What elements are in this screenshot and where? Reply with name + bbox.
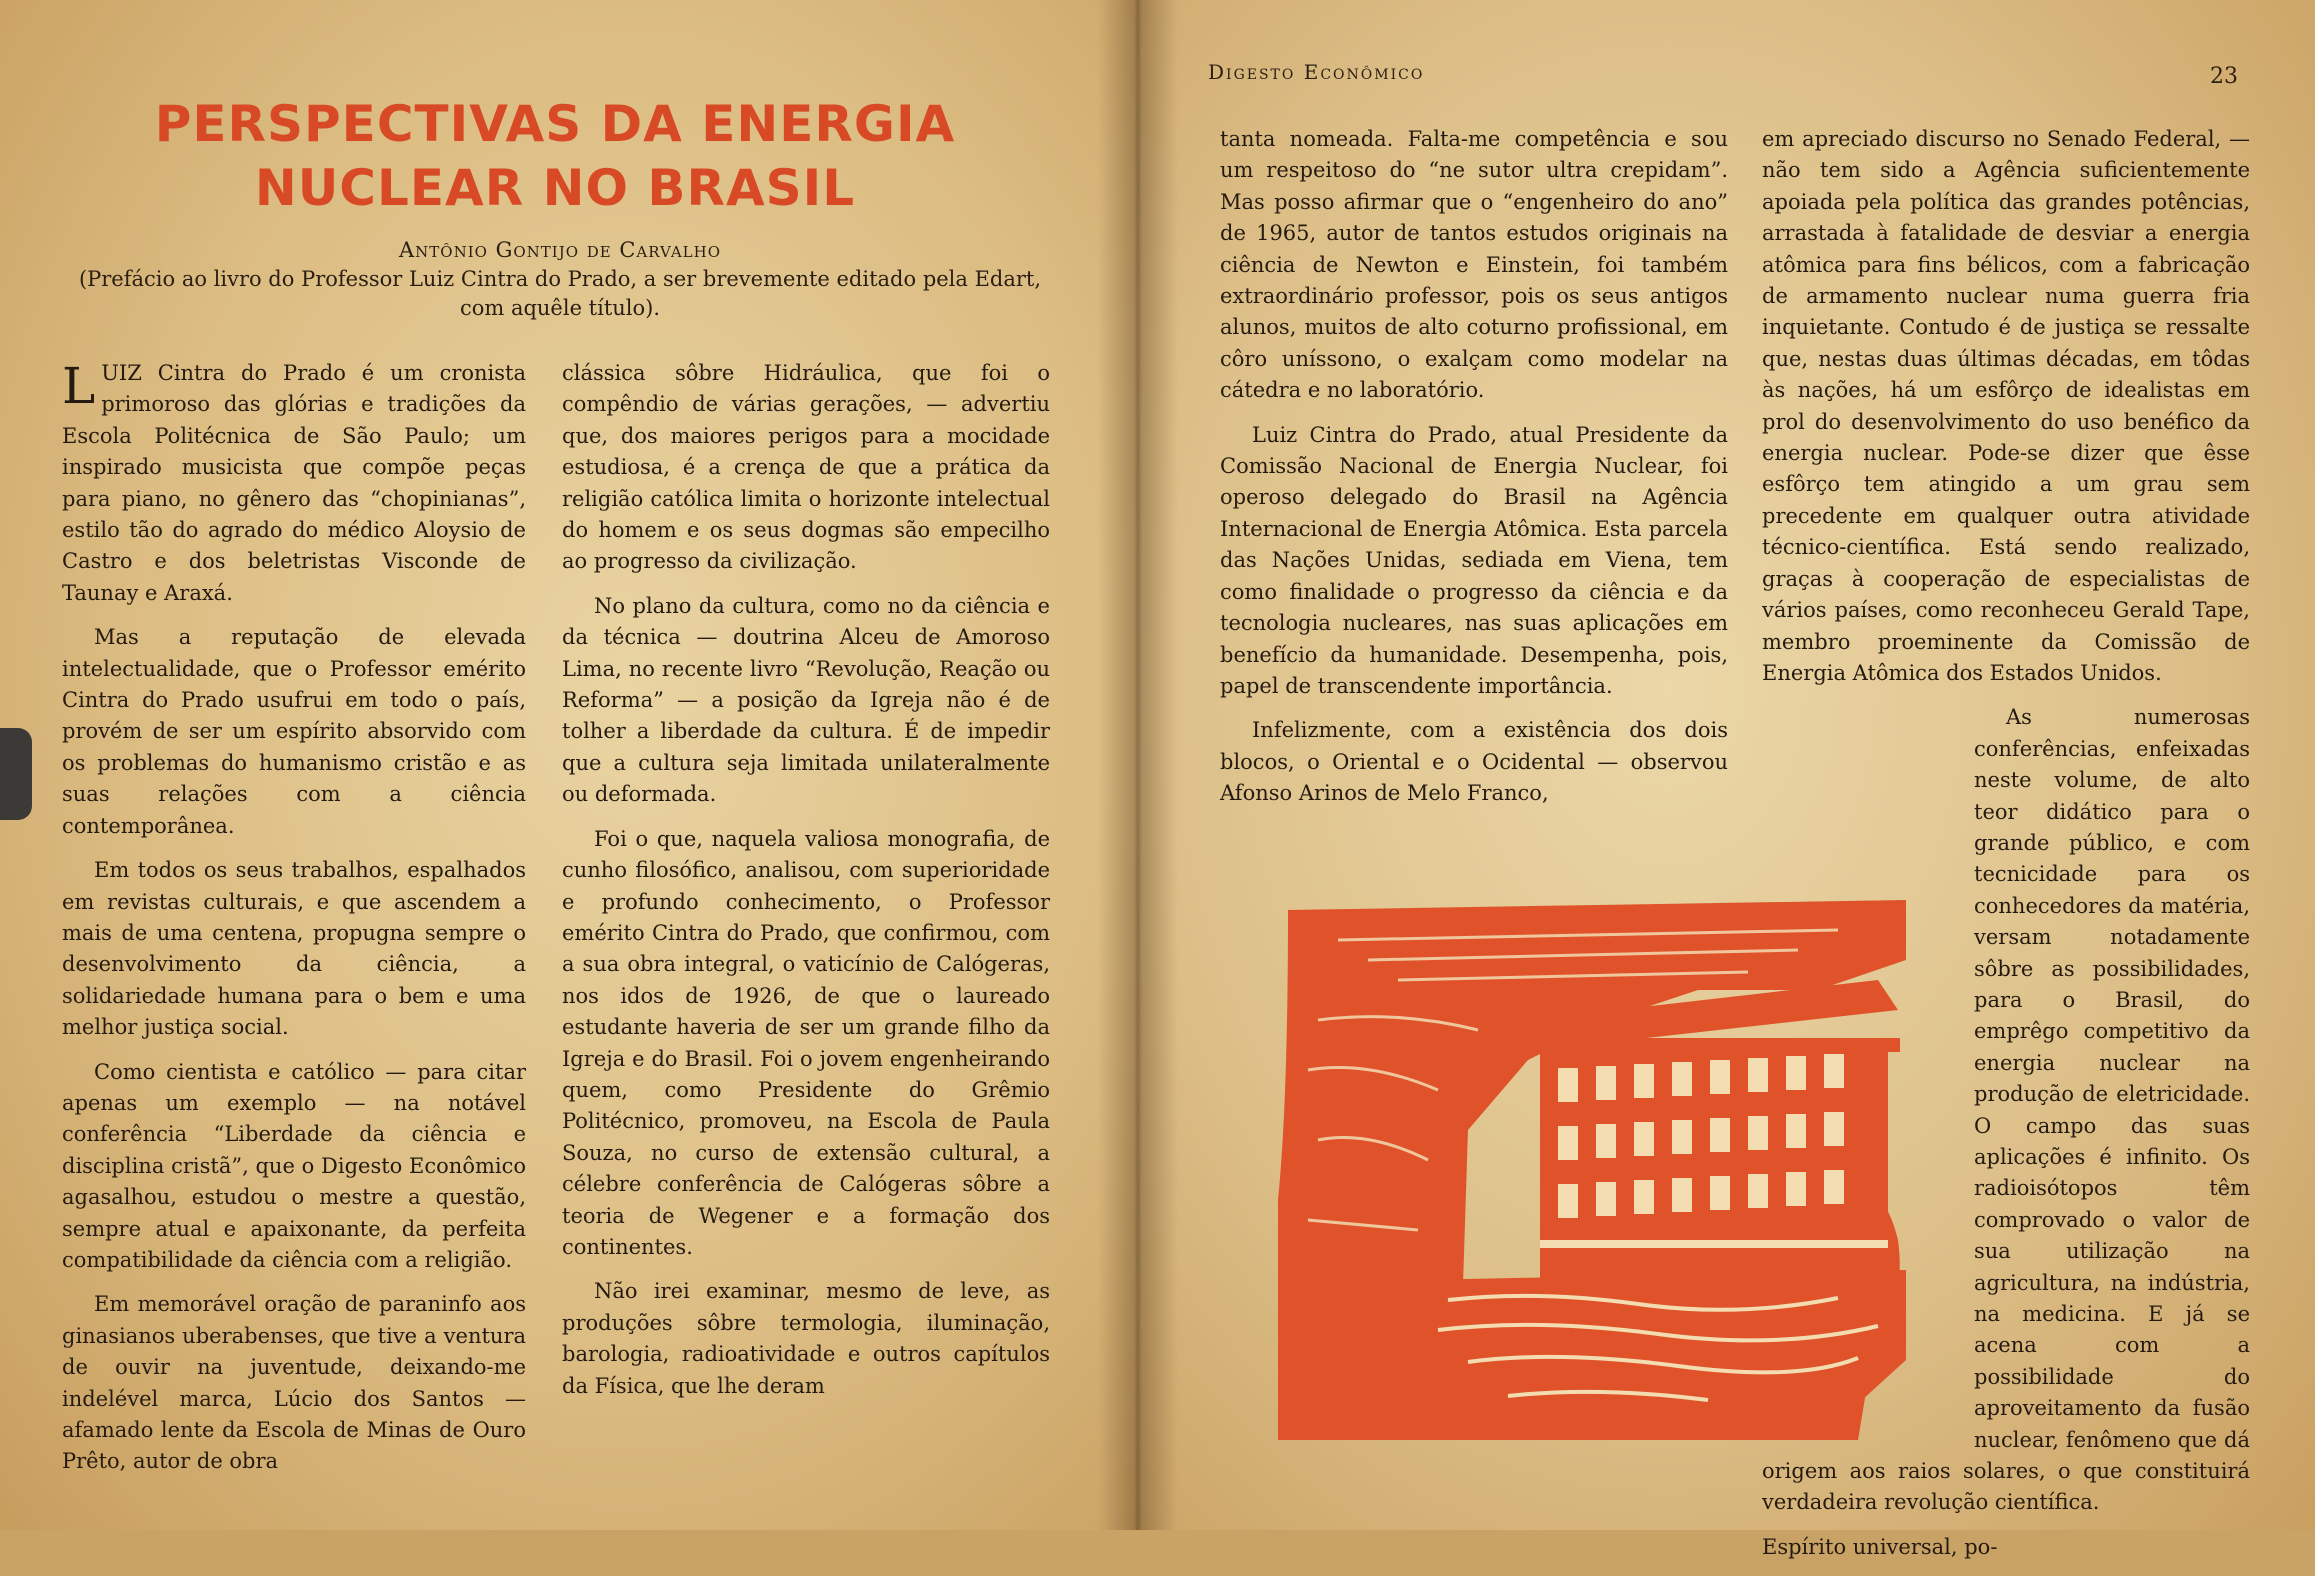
- byline: [60, 236, 1060, 323]
- paragraph: Não irei examinar, mesmo de leve, as produções sôbre termologia, iluminação, barologia, radioatividade e outros capítulos da Física, que lhe deram: [562, 1279, 1050, 1398]
- paragraph: tanta nomeada. Falta-me competência e sou um respeitoso do “ne sutor ultra crepidam”. Mas posso afirmar que o “engenheiro do ano” de 1965, autor de tantos estudos originais na ciência de Newton e Einstein, foi também extraordinário professor, pois os seus antigos alunos, muitos de alto coturno profissional, em côro uníssono, o exalçam como modelar na cátedra e no laboratório.: [1220, 127, 1728, 403]
- paragraph: Em todos os seus trabalhos, espalhados em revistas culturais, e que ascendem a mais de uma centena, propugna sempre o desenvolvimento da ciência, a solidariedade humana para o bem e uma melhor justiça social.: [62, 858, 526, 1040]
- paragraph: As numerosas conferências, enfeixadas neste volume, de alto teor didático para o grande público, e com tecnicidade para os conhecedores da matéria, versam notadamente sôbre as possibilidades, para o Brasil, do emprêgo competitivo da energia nuclear na produção de eletricidade. O campo das suas aplicações é infinito. Os radioisótopos têm comprovado o valor de sua utilização na agricultura, na indústria, na medicina. E já se acena com a possibilidade do aproveitamento da fusão nuclear, fenômeno que dá origem aos raios solares, o que constituirá verdadeira revolução científica.: [1762, 705, 2250, 1515]
- author-name: Antônio Gontijo de Carvalho: [398, 238, 722, 262]
- article-title: [150, 92, 960, 220]
- book-gutter: [1098, 0, 1178, 1530]
- drop-cap: L: [62, 357, 96, 415]
- article-subtitle: (Prefácio ao livro do Professor Luiz Cintra do Prado, a ser brevemente editado pela Edart, com aquêle título).: [78, 267, 1042, 320]
- left-column-1: [62, 358, 526, 1491]
- paragraph: Espírito universal, po-: [1762, 1534, 1998, 1559]
- paragraph: Luiz Cintra do Prado, atual Presidente da Comissão Nacional de Energia Nuclear, foi operoso delegado do Brasil na Agência Internacional de Energia Atômica. Esta parcela das Nações Unidas, sediada em Viena, tem como finalidade o progresso da ciência e da tecnologia nucleares, nas suas aplicações em benefício da humanidade. Desempenha, pois, papel de transcendente importância.: [1220, 422, 1728, 698]
- paragraph: clássica sôbre Hidráulica, que foi o compêndio de várias gerações, — advertiu que, dos maiores perigos para a mocidade estudiosa, é a crença de que a prática da religião católica limita o horizonte intelectual do homem e os seus dogmas são empecilho ao progresso da civilização.: [562, 361, 1050, 574]
- paragraph: Em memorável oração de paraninfo aos ginasianos uberabenses, que tive a ventura de ouvir na juventude, deixando-me indelével marca, Lúcio dos Santos — afamado lente da Escola de Minas de Ouro Prêto, autor de obra: [62, 1292, 526, 1474]
- illustration-signature: SGC: [1803, 1413, 1840, 1432]
- paragraph: em apreciado discurso no Senado Federal, — não tem sido a Agência suficientemente apoiada pela política das grandes potências, arrastada à fatalidade de desviar a energia atômica para fins bélicos, com a fabricação de armamento nuclear numa guerra fria inquietante. Contudo é de justiça se ressalte que, nestas duas últimas décadas, em tôdas às nações, há um esfôrço de idealistas em prol do desenvolvimento do uso benéfico da energia nuclear. Pode-se dizer que êsse esfôrço tem atingido a um grau sem precedente em qualquer outra atividade técnico-científica. Está sendo realizado, graças à cooperação de especialistas de vários países, como reconheceu Gerald Tape, membro proeminente da Comissão de Energia Atômica dos Estados Unidos.: [1762, 127, 2250, 685]
- left-column-2: [562, 358, 1050, 1415]
- running-head: Digesto Econômico: [1208, 60, 1425, 84]
- title-line-2: NUCLEAR NO BRASIL: [254, 159, 856, 217]
- paragraph: Como cientista e católico — para citar apenas um exemplo — na notável conferência “Liberdade da ciência e disciplina cristã”, que o Digesto Econômico agasalhou, estudou o mestre a questão, sempre atual e apaixonante, da perfeita compatibilidade da ciência com a religião.: [62, 1059, 526, 1272]
- page-number: 23: [2210, 64, 2238, 89]
- paragraph: Foi o que, naquela valiosa monografia, de cunho filosófico, analisou, com superioridade e profundo conhecimento, o Professor emérito Cintra do Prado, que confirmou, com a sua obra integral, o vaticínio de Calógeras, nos idos de 1926, de que o laureado estudante haveria de ser um grande filho da Igreja e do Brasil. Foi o jovem engenheirando quem, como Presidente do Grêmio Politécnico, promoveu, na Escola de Paula Souza, no curso de extensão cultural, a célebre conferência de Calógeras sôbre a teoria de Wegener e a formação dos continentes.: [562, 826, 1050, 1259]
- paragraph: No plano da cultura, como no da ciência e da técnica — doutrina Alceu de Amoroso Lima, no recente livro “Revolução, Reação ou Reforma” — a posição da Igreja não é de tolher a liberdade da cultura. É de impedir que a cultura seja limitada unilateralmente ou deformada.: [562, 593, 1050, 807]
- paragraph: Infelizmente, com a existência dos dois blocos, o Oriental e o Ocidental — observou Afonso Arinos de Melo Franco,: [1220, 718, 1728, 806]
- paragraph: Mas a reputação de elevada intelectualidade, que o Professor emérito Cintra do Prado usufrui em todo o país, provém de ser um espírito absorvido com os problemas do humanismo cristão e as suas relações com a ciência contemporânea.: [62, 625, 526, 838]
- building-illustration: [1278, 900, 1906, 1440]
- paragraph: LUIZ Cintra do Prado é um cronista primoroso das glórias e tradições da Escola Politécnica de São Paulo; um inspirado musicista que compõe peças para piano, no gênero das “chopinianas”, estilo tão do agrado do médico Aloysio de Castro e dos beletristas Visconde de Taunay e Araxá.: [62, 357, 526, 605]
- binder-clip: [0, 728, 32, 820]
- title-line-1: PERSPECTIVAS DA ENERGIA: [154, 95, 956, 153]
- right-column-1: [1220, 124, 1728, 823]
